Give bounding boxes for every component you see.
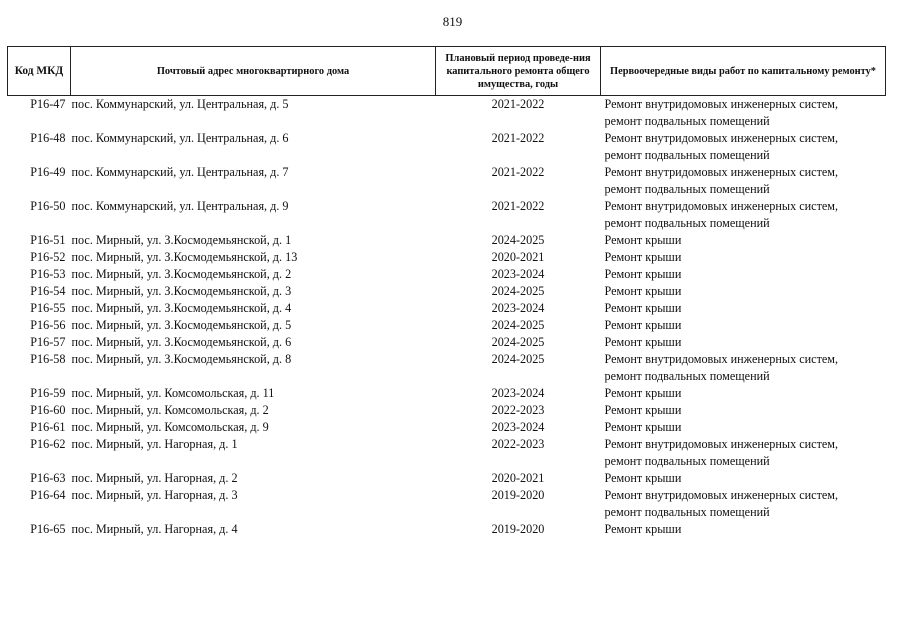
table-row — [8, 96, 886, 131]
cell-works — [601, 96, 886, 131]
cell-period: 2024-2025 — [491, 318, 545, 332]
table-row — [8, 521, 886, 538]
cell-address: пос. Мирный, ул. Нагорная, д. 3 — [71, 488, 238, 502]
works-line: Ремонт внутридомовых инженерных систем, — [604, 97, 839, 111]
cell-code: Р16-49 — [30, 165, 66, 179]
cell-code: Р16-59 — [30, 386, 66, 400]
table-row — [8, 232, 886, 249]
table-row — [8, 198, 886, 232]
cell-works — [601, 419, 886, 436]
cell-code: Р16-51 — [30, 233, 66, 247]
works-line: Ремонт крыши — [604, 522, 682, 536]
header-period: Плановый период проведе-ния капитального ремонта общего имущества, годы — [436, 47, 601, 96]
works-line: ремонт подвальных помещений — [604, 454, 770, 468]
cell-code: Р16-62 — [30, 437, 66, 451]
cell-address: пос. Мирный, ул. Комсомольская, д. 9 — [71, 420, 269, 434]
cell-works — [601, 521, 886, 538]
header-address: Почтовый адрес многоквартирного дома — [71, 47, 436, 96]
table-row — [8, 249, 886, 266]
works-line: Ремонт крыши — [604, 267, 682, 281]
works-line: Ремонт внутридомовых инженерных систем, — [604, 131, 839, 145]
table-row — [8, 351, 886, 385]
cell-address: пос. Мирный, ул. З.Космодемьянской, д. 2 — [71, 267, 292, 281]
cell-address: пос. Мирный, ул. З.Космодемьянской, д. 1 — [71, 233, 292, 247]
table-row — [8, 419, 886, 436]
cell-works — [601, 300, 886, 317]
cell-code: Р16-50 — [30, 199, 66, 213]
table-row — [8, 164, 886, 198]
cell-period: 2020-2021 — [491, 471, 545, 485]
table-row — [8, 300, 886, 317]
works-line: Ремонт крыши — [604, 318, 682, 332]
cell-code: Р16-47 — [30, 97, 66, 111]
works-line: Ремонт крыши — [604, 386, 682, 400]
cell-code: Р16-53 — [30, 267, 66, 281]
table-row — [8, 402, 886, 419]
cell-works — [601, 266, 886, 283]
cell-code: Р16-48 — [30, 131, 66, 145]
cell-address: пос. Коммунарский, ул. Центральная, д. 7 — [71, 165, 289, 179]
cell-address: пос. Коммунарский, ул. Центральная, д. 9 — [71, 199, 289, 213]
works-line: ремонт подвальных помещений — [604, 369, 770, 383]
works-line: ремонт подвальных помещений — [604, 182, 770, 196]
cell-code: Р16-65 — [30, 522, 66, 536]
cell-address: пос. Мирный, ул. Нагорная, д. 2 — [71, 471, 238, 485]
works-line: Ремонт крыши — [604, 284, 682, 298]
cell-works — [601, 436, 886, 470]
housing-repair-table — [7, 46, 886, 538]
cell-works — [601, 317, 886, 334]
cell-period: 2024-2025 — [491, 233, 545, 247]
cell-code: Р16-57 — [30, 335, 66, 349]
cell-code: Р16-63 — [30, 471, 66, 485]
cell-address: пос. Коммунарский, ул. Центральная, д. 5 — [71, 97, 289, 111]
cell-period: 2023-2024 — [491, 420, 545, 434]
cell-period: 2022-2023 — [491, 437, 545, 451]
cell-works — [601, 130, 886, 164]
table-row — [8, 334, 886, 351]
works-line: Ремонт крыши — [604, 471, 682, 485]
works-line: ремонт подвальных помещений — [604, 505, 770, 519]
cell-code: Р16-55 — [30, 301, 66, 315]
cell-code: Р16-61 — [30, 420, 66, 434]
cell-period: 2021-2022 — [491, 199, 545, 213]
cell-address: пос. Мирный, ул. З.Космодемьянской, д. 3 — [71, 284, 292, 298]
works-line: Ремонт крыши — [604, 301, 682, 315]
cell-period: 2023-2024 — [491, 386, 545, 400]
cell-code: Р16-52 — [30, 250, 66, 264]
table-row — [8, 436, 886, 470]
table-body — [8, 96, 886, 539]
cell-code: Р16-60 — [30, 403, 66, 417]
cell-period: 2019-2020 — [491, 522, 545, 536]
cell-works — [601, 283, 886, 300]
cell-period: 2019-2020 — [491, 488, 545, 502]
cell-works — [601, 487, 886, 521]
cell-address: пос. Мирный, ул. З.Космодемьянской, д. 5 — [71, 318, 292, 332]
cell-works — [601, 232, 886, 249]
cell-period: 2023-2024 — [491, 267, 545, 281]
cell-works — [601, 198, 886, 232]
works-line: Ремонт внутридомовых инженерных систем, — [604, 488, 839, 502]
cell-address: пос. Мирный, ул. Комсомольская, д. 2 — [71, 403, 269, 417]
works-line: Ремонт крыши — [604, 250, 682, 264]
cell-works — [601, 470, 886, 487]
cell-address: пос. Мирный, ул. З.Космодемьянской, д. 6 — [71, 335, 292, 349]
works-line: ремонт подвальных помещений — [604, 216, 770, 230]
table-row — [8, 487, 886, 521]
cell-period: 2024-2025 — [491, 352, 545, 366]
works-line: Ремонт крыши — [604, 233, 682, 247]
table-row — [8, 130, 886, 164]
works-line: Ремонт крыши — [604, 420, 682, 434]
works-line: Ремонт внутридомовых инженерных систем, — [604, 165, 839, 179]
cell-address: пос. Мирный, ул. З.Космодемьянской, д. 13 — [71, 250, 298, 264]
cell-period: 2021-2022 — [491, 131, 545, 145]
table-row — [8, 317, 886, 334]
cell-period: 2020-2021 — [491, 250, 545, 264]
works-line: Ремонт крыши — [604, 335, 682, 349]
cell-address: пос. Мирный, ул. Нагорная, д. 1 — [71, 437, 238, 451]
table-header — [8, 47, 886, 96]
cell-period: 2023-2024 — [491, 301, 545, 315]
header-code: Код МКД — [8, 47, 71, 96]
cell-period: 2022-2023 — [491, 403, 545, 417]
cell-works — [601, 164, 886, 198]
cell-address: пос. Мирный, ул. З.Космодемьянской, д. 8 — [71, 352, 292, 366]
cell-works — [601, 249, 886, 266]
works-line: ремонт подвальных помещений — [604, 114, 770, 128]
cell-works — [601, 402, 886, 419]
works-line: Ремонт крыши — [604, 403, 682, 417]
cell-period: 2021-2022 — [491, 165, 545, 179]
cell-period: 2024-2025 — [491, 335, 545, 349]
cell-works — [601, 334, 886, 351]
cell-code: Р16-54 — [30, 284, 66, 298]
table-row — [8, 385, 886, 402]
page-number: 819 — [442, 14, 463, 29]
works-line: Ремонт внутридомовых инженерных систем, — [604, 199, 839, 213]
cell-code: Р16-64 — [30, 488, 66, 502]
cell-period: 2024-2025 — [491, 284, 545, 298]
works-line: Ремонт внутридомовых инженерных систем, — [604, 437, 839, 451]
cell-period: 2021-2022 — [491, 97, 545, 111]
cell-address: пос. Мирный, ул. Комсомольская, д. 11 — [71, 386, 275, 400]
header-works: Первоочередные виды работ по капитальному ремонту* — [601, 47, 886, 96]
cell-address: пос. Мирный, ул. Нагорная, д. 4 — [71, 522, 238, 536]
cell-address: пос. Коммунарский, ул. Центральная, д. 6 — [71, 131, 289, 145]
table-row — [8, 266, 886, 283]
cell-address: пос. Мирный, ул. З.Космодемьянской, д. 4 — [71, 301, 292, 315]
table-row — [8, 470, 886, 487]
cell-code: Р16-56 — [30, 318, 66, 332]
cell-works — [601, 351, 886, 385]
works-line: Ремонт внутридомовых инженерных систем, — [604, 352, 839, 366]
cell-code: Р16-58 — [30, 352, 66, 366]
cell-works — [601, 385, 886, 402]
table-row — [8, 283, 886, 300]
works-line: ремонт подвальных помещений — [604, 148, 770, 162]
